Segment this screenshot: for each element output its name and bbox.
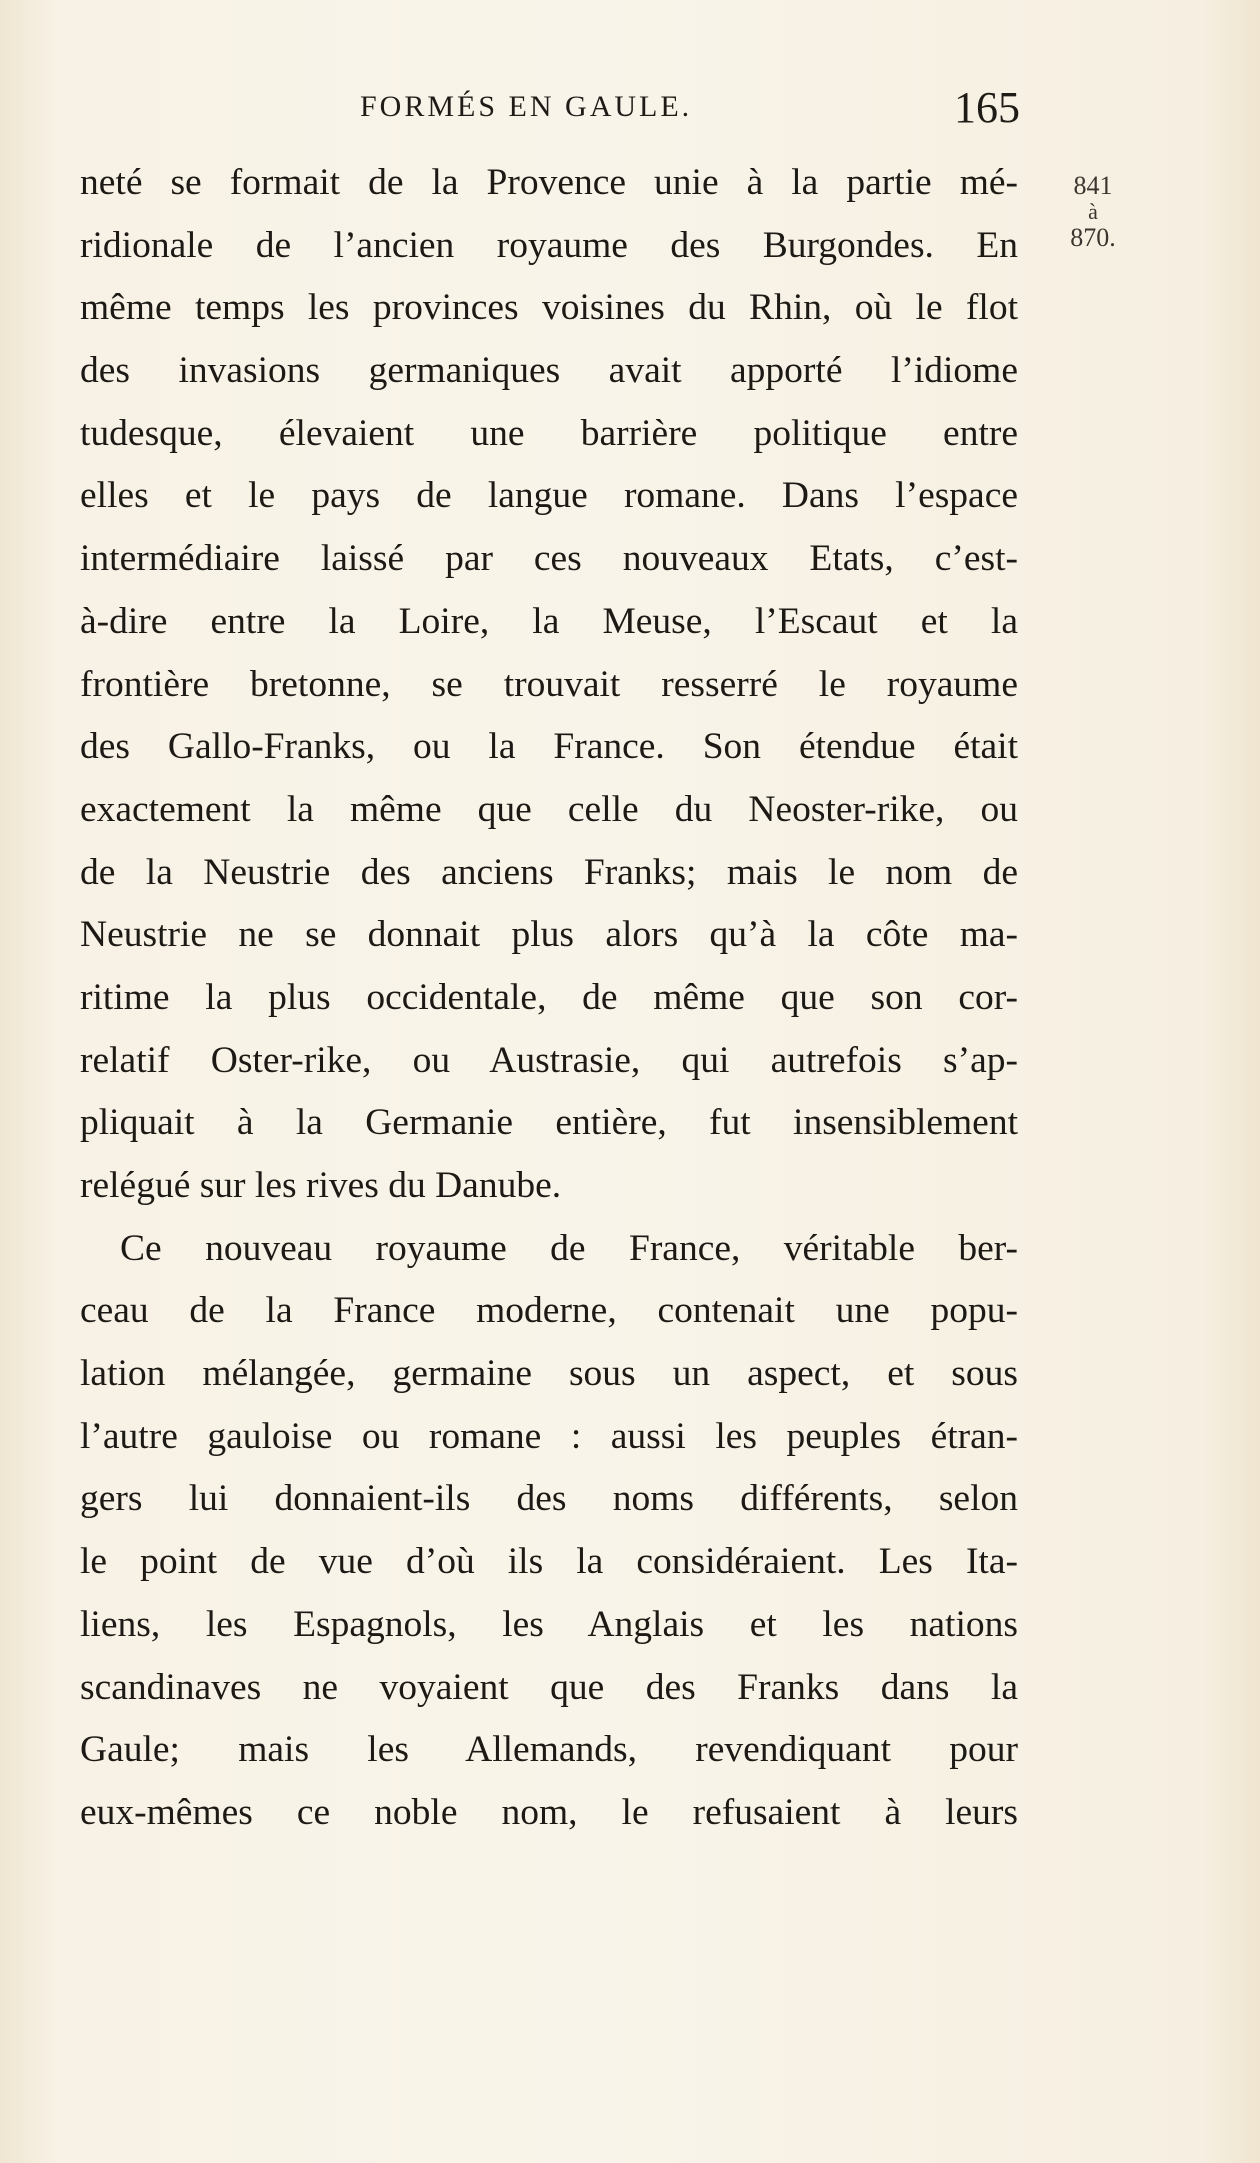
margin-date-to: 870. [1070,223,1116,252]
text-line: exactement la même que celle du Neoster-rike, ou [80,788,1018,830]
body-text [80,152,1018,1845]
text-line: ridionale de l’ancien royaume des Burgondes. En [80,224,1018,266]
margin-date-from: 841 [1073,171,1113,200]
margin-date-separator: à [1088,199,1098,224]
running-title: FORMÉS EN GAULE. [360,90,693,123]
text-line: même temps les provinces voisines du Rhin, où le flot [80,287,1018,329]
text-line: à-dire entre la Loire, la Meuse, l’Escaut et la [80,600,1018,642]
text-line: des invasions germaniques avait apporté l’idiome [80,350,1018,392]
text-line: lation mélangée, germaine sous un aspect, et sous [80,1353,1018,1395]
text-line: l’autre gauloise ou romane : aussi les peuples étran- [80,1415,1018,1457]
text-line: elles et le pays de langue romane. Dans l’espace [80,475,1018,517]
text-line: pliquait à la Germanie entière, fut insensiblement [80,1102,1018,1144]
text-line: intermédiaire laissé par ces nouveaux Etats, c’est- [80,538,1018,580]
text-line: scandinaves ne voyaient que des Franks dans la [80,1666,1018,1708]
margin-date-note [1048,170,1138,254]
text-line: gers lui donnaient-ils des noms différents, selon [80,1478,1018,1520]
text-line: Gaule; mais les Allemands, revendiquant pour [80,1729,1018,1771]
text-line: liens, les Espagnols, les Anglais et les nations [80,1603,1018,1645]
running-head [80,82,1020,142]
text-line: ceau de la France moderne, contenait une popu- [80,1290,1018,1332]
text-line: neté se formait de la Provence unie à la partie mé- [80,162,1018,203]
text-line: le point de vue d’où ils la considéraient. Les Ita- [80,1541,1018,1583]
text-line: eux-mêmes ce noble nom, le refusaient à leurs [80,1791,1018,1833]
text-line: ritime la plus occidentale, de même que son cor- [80,976,1018,1018]
page-number: 165 [954,83,1020,132]
text-line: Neustrie ne se donnait plus alors qu’à la côte ma- [80,914,1018,956]
text-line: des Gallo-Franks, ou la France. Son étendue était [80,726,1018,768]
text-line: tudesque, élevaient une barrière politique entre [80,412,1018,454]
text-line: frontière bretonne, se trouvait resserré le royaume [80,663,1018,705]
text-line: Ce nouveau royaume de France, véritable ber- [120,1227,1018,1269]
text-line: de la Neustrie des anciens Franks; mais le nom de [80,851,1018,893]
text-line: relégué sur les rives du Danube. [80,1165,562,1206]
text-line: relatif Oster-rike, ou Austrasie, qui autrefois s’ap- [80,1039,1018,1081]
